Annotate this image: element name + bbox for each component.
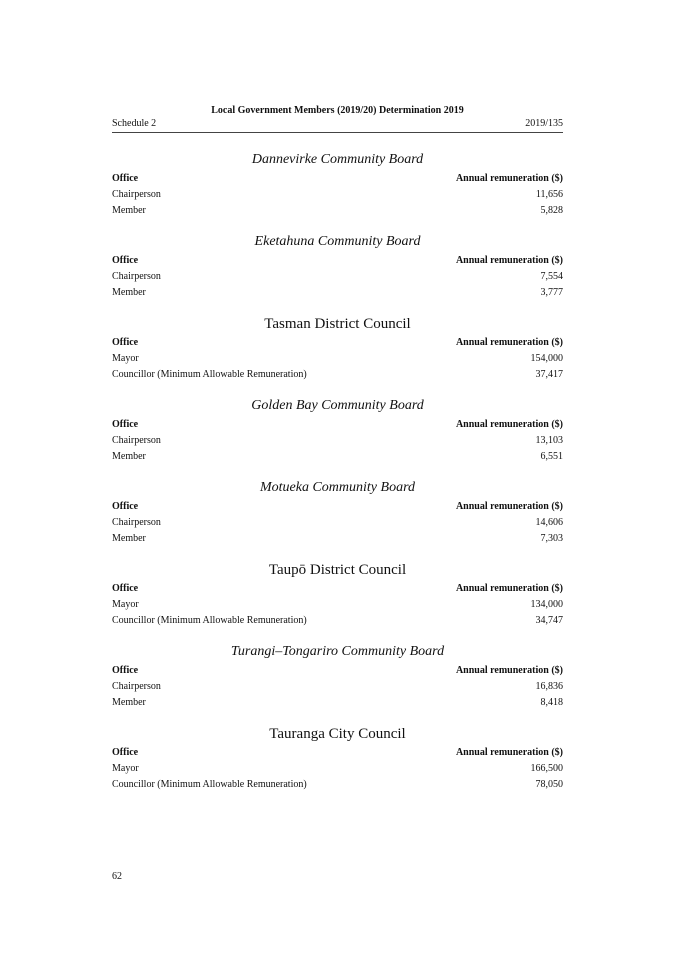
- amount-cell: 14,606: [535, 517, 563, 528]
- amount-cell: 166,500: [530, 763, 563, 774]
- table-row: [112, 761, 563, 777]
- remuneration-table: [112, 747, 563, 792]
- table-row: [112, 515, 563, 531]
- amount-cell: 78,050: [535, 778, 563, 790]
- table-row: [112, 269, 563, 285]
- remuneration-table: [112, 665, 563, 710]
- remuneration-column-header: Annual remuneration ($): [455, 173, 563, 184]
- table-row: [112, 597, 563, 613]
- section-title: Taupō District Council: [268, 562, 407, 578]
- amount-cell: 13,103: [535, 435, 563, 446]
- amount-cell: 11,656: [535, 189, 563, 200]
- page-number: 62: [112, 871, 122, 882]
- office-cell: Member: [112, 204, 146, 216]
- office-cell: Councillor (Minimum Allowable Remuneration): [112, 614, 307, 626]
- remuneration-column-header: Annual remuneration ($): [455, 501, 563, 512]
- section-title: Golden Bay Community Board: [251, 398, 424, 413]
- remuneration-table: [112, 337, 563, 382]
- office-cell: Councillor (Minimum Allowable Remuneration): [112, 368, 307, 380]
- amount-cell: 37,417: [535, 368, 563, 380]
- table-row: [112, 285, 563, 301]
- remuneration-column-header: Annual remuneration ($): [455, 747, 563, 758]
- office-cell: Member: [112, 450, 146, 462]
- amount-cell: 5,828: [540, 204, 563, 216]
- table-row: [112, 367, 563, 383]
- remuneration-table: [112, 501, 563, 546]
- office-column-header: Office: [112, 747, 139, 758]
- remuneration-section: [112, 478, 563, 546]
- amount-cell: 34,747: [535, 614, 563, 626]
- table-header-row: [112, 173, 563, 187]
- office-column-header: Office: [112, 173, 139, 184]
- amount-cell: 154,000: [530, 353, 563, 364]
- office-cell: Chairperson: [112, 189, 161, 200]
- table-row: [112, 449, 563, 465]
- table-row: [112, 613, 563, 629]
- amount-cell: 16,836: [535, 681, 563, 692]
- table-row: [112, 433, 563, 449]
- office-column-header: Office: [112, 583, 139, 594]
- office-cell: Chairperson: [112, 517, 161, 528]
- amount-cell: 7,554: [540, 271, 563, 282]
- remuneration-section: [112, 724, 563, 792]
- table-header-row: [112, 665, 563, 679]
- remuneration-section: [112, 150, 563, 218]
- table-row: [112, 351, 563, 367]
- table-header-row: [112, 747, 563, 761]
- table-header-row: [112, 337, 563, 351]
- table-row: [112, 777, 563, 793]
- office-cell: Member: [112, 532, 146, 544]
- table-row: [112, 187, 563, 203]
- remuneration-column-header: Annual remuneration ($): [455, 583, 563, 594]
- header-schedule: Schedule 2: [112, 118, 157, 129]
- amount-cell: 6,551: [540, 450, 563, 462]
- remuneration-section: [112, 232, 563, 300]
- running-header: [112, 105, 563, 133]
- amount-cell: 3,777: [540, 286, 563, 298]
- remuneration-column-header: Annual remuneration ($): [455, 255, 563, 266]
- remuneration-section: [112, 560, 563, 628]
- office-column-header: Office: [112, 255, 139, 266]
- remuneration-section: [112, 642, 563, 710]
- header-title: Local Government Members (2019/20) Determination 2019: [211, 105, 464, 116]
- table-row: [112, 695, 563, 711]
- table-row: [112, 203, 563, 219]
- office-cell: Member: [112, 286, 146, 298]
- table-row: [112, 531, 563, 547]
- section-title: Tauranga City Council: [269, 726, 406, 742]
- table-header-row: [112, 583, 563, 597]
- office-cell: Member: [112, 696, 146, 708]
- section-title: Dannevirke Community Board: [251, 152, 424, 167]
- remuneration-table: [112, 583, 563, 628]
- remuneration-table: [112, 419, 563, 464]
- amount-cell: 8,418: [540, 696, 563, 708]
- table-header-row: [112, 501, 563, 515]
- table-header-row: [112, 419, 563, 433]
- table-row: [112, 679, 563, 695]
- office-column-header: Office: [112, 501, 139, 512]
- remuneration-section: [112, 396, 563, 464]
- office-column-header: Office: [112, 665, 139, 676]
- remuneration-section: [112, 314, 563, 382]
- table-header-row: [112, 255, 563, 269]
- remuneration-column-header: Annual remuneration ($): [455, 419, 563, 430]
- amount-cell: 7,303: [540, 532, 563, 544]
- office-column-header: Office: [112, 419, 139, 430]
- office-cell: Chairperson: [112, 681, 161, 692]
- section-title: Turangi–Tongariro Community Board: [230, 644, 445, 659]
- office-cell: Councillor (Minimum Allowable Remuneration): [112, 778, 307, 790]
- office-column-header: Office: [112, 337, 139, 348]
- office-cell: Mayor: [112, 763, 139, 774]
- document-body: [112, 150, 563, 806]
- remuneration-table: [112, 173, 563, 218]
- remuneration-table: [112, 255, 563, 300]
- amount-cell: 134,000: [530, 599, 563, 610]
- office-cell: Mayor: [112, 599, 139, 610]
- section-title: Tasman District Council: [264, 316, 411, 332]
- section-title: Motueka Community Board: [259, 480, 415, 495]
- section-title: Eketahuna Community Board: [254, 234, 421, 249]
- header-reference: 2019/135: [525, 118, 563, 129]
- office-cell: Chairperson: [112, 435, 161, 446]
- office-cell: Mayor: [112, 353, 139, 364]
- remuneration-column-header: Annual remuneration ($): [455, 337, 563, 348]
- office-cell: Chairperson: [112, 271, 161, 282]
- remuneration-column-header: Annual remuneration ($): [455, 665, 563, 676]
